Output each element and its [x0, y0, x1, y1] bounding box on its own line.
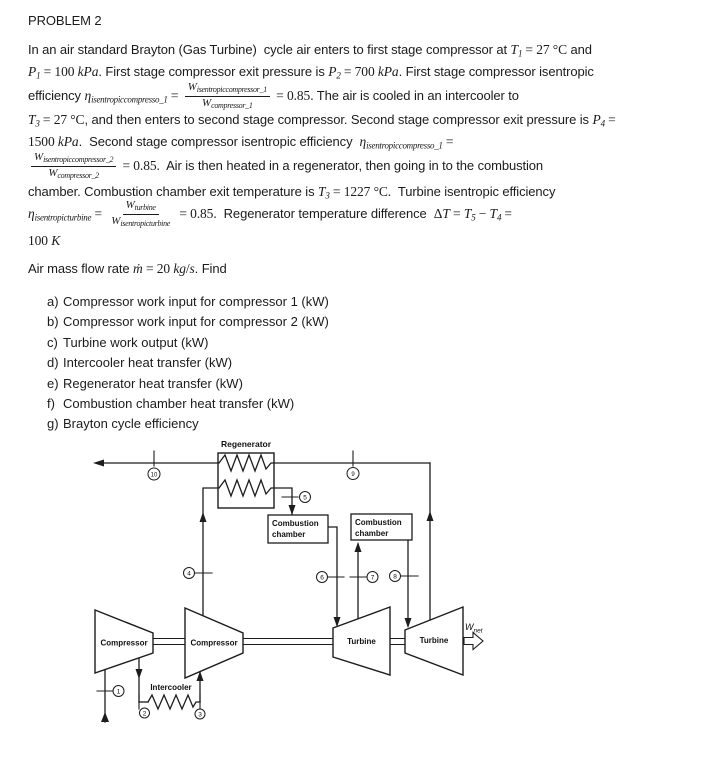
cc2-inlet-up-arrowhead — [355, 542, 362, 552]
text-run: 4 — [600, 118, 605, 129]
combustion-chamber-1-label-line1: Combustion — [272, 519, 319, 528]
text-run: 1500 — [28, 134, 58, 149]
fraction — [185, 81, 270, 112]
text-run: kPa — [377, 64, 399, 79]
item-label: f) — [47, 396, 55, 412]
text-run: = 700 — [340, 64, 378, 79]
text-run: / — [185, 261, 190, 276]
item-label: a) — [47, 294, 59, 309]
cc1-to-turbine1-line — [328, 527, 337, 625]
text-run: W — [187, 81, 197, 94]
state-6-number: 6 — [320, 574, 324, 582]
text-run: W — [202, 97, 212, 110]
intercooler-zigzag — [148, 695, 200, 709]
text-run: = — [442, 134, 454, 149]
text-run: = — [501, 206, 512, 221]
text-run: = 27 °C — [522, 42, 567, 57]
w-net-label: $W_{net}$ — [465, 622, 483, 635]
text-run: P — [328, 64, 337, 79]
state-7-number: 7 — [370, 574, 375, 582]
state-9-number: 9 — [351, 471, 355, 478]
text-run: isentropiccompressor_1 — [196, 85, 267, 95]
text-run: T — [489, 206, 497, 221]
riser-up-arrowhead — [427, 511, 434, 521]
statement-line-6 — [28, 150, 543, 182]
compressor2-discharge-line — [203, 488, 219, 616]
text-run: isentropicturbine — [120, 219, 171, 229]
text-run: chamber. Combustion chamber exit temperature is — [28, 184, 318, 199]
find-list — [28, 292, 329, 435]
compressor-1-label: Compressor — [100, 638, 148, 648]
item-text: Compressor work input for compressor 1 (kW) — [63, 294, 329, 309]
problem-title: PROBLEM 2 — [28, 13, 102, 28]
text-run: P — [28, 64, 37, 79]
item-text: Brayton cycle efficiency — [63, 416, 199, 432]
text-run: 1 — [517, 48, 523, 59]
text-run: Turbine isentropic efficiency — [391, 184, 556, 199]
text-run: T — [318, 184, 326, 199]
text-run: s — [189, 261, 195, 276]
text-run: 4 — [496, 212, 502, 223]
state-4-number: 4 — [187, 570, 191, 578]
regenerator-feed-up-arrowhead — [200, 512, 207, 522]
state-5-number: 5 — [303, 494, 307, 502]
regenerator-label: Regenerator — [220, 439, 272, 449]
find-item-b — [28, 312, 329, 332]
find-item-c — [28, 333, 329, 353]
text-run: K — [51, 233, 61, 248]
statement-line-10 — [28, 261, 227, 276]
state-2-number: 2 — [142, 710, 147, 718]
combustion-chamber-2-label-line1: Combustion — [355, 518, 402, 527]
text-run: kPa — [77, 64, 99, 79]
combustion-chamber-1-label-line2: chamber — [272, 530, 306, 539]
text-run: . First stage compressor exit pressure is — [98, 64, 329, 79]
compressor-2-label: Compressor — [190, 638, 238, 648]
statement-line-9 — [28, 233, 60, 248]
item-label: c) — [47, 334, 58, 350]
item-text: Regenerator heat transfer (kW) — [63, 375, 243, 391]
text-run: 3 — [35, 118, 40, 129]
text-run: . Find — [194, 261, 227, 276]
text-run: The air is cooled in an intercooler to — [313, 88, 519, 103]
text-run: isentropiccompresso_1 — [91, 94, 168, 105]
text-run: = — [91, 206, 106, 221]
statement-line-8 — [28, 198, 512, 234]
find-item-a — [28, 292, 329, 312]
text-run: and — [567, 42, 592, 57]
text-run: ṁ — [133, 261, 143, 276]
text-run: W — [125, 199, 135, 212]
text-run: 1 — [36, 70, 41, 81]
text-run: W — [111, 215, 121, 228]
text-run: − — [475, 206, 490, 221]
text-run: = — [604, 112, 616, 127]
text-run: kPa — [57, 134, 79, 149]
text-run: η — [28, 206, 35, 221]
intercooler-label: Intercooler — [150, 683, 192, 692]
text-run: 5 — [471, 212, 476, 223]
text-run: Air mass flow rate — [28, 261, 134, 276]
text-run: η — [84, 88, 92, 103]
text-run: T — [463, 206, 472, 221]
text-run: . Second stage compressor isentropic efficiency — [78, 134, 360, 149]
item-text: Combustion chamber heat transfer (kW) — [63, 396, 295, 412]
text-run: W — [34, 151, 44, 164]
state-1-number: 1 — [116, 688, 121, 696]
text-run: = 0.85. — [119, 158, 160, 173]
item-text: Compressor work input for compressor 2 (kW) — [63, 314, 329, 330]
turbine-2-label: Turbine — [419, 636, 449, 645]
statement-line-1 — [28, 42, 592, 62]
inlet-up-arrowhead — [101, 712, 109, 722]
text-run: T — [510, 42, 518, 57]
statement-line-3 — [28, 80, 519, 116]
text-run: isentropiccompresso_1 — [366, 140, 443, 151]
cc1-inlet-down-arrowhead — [289, 505, 296, 515]
regenerator-to-cc1-line — [273, 488, 292, 514]
text-run: , and then enters to second stage compressor. Second stage compressor exit pressure is — [84, 112, 593, 127]
text-run: W — [48, 167, 58, 180]
text-run: = 0.85. — [272, 88, 314, 103]
text-run: P — [592, 112, 601, 127]
text-run: T — [28, 112, 36, 127]
text-run: η — [359, 134, 367, 149]
brayton-cycle-diagram — [0, 430, 711, 761]
state-8-number: 8 — [393, 573, 397, 581]
text-run: 2 — [336, 70, 341, 81]
text-run: . First stage compressor isentropic — [398, 64, 594, 79]
turbine2-inlet-down-arrowhead — [405, 618, 412, 628]
item-label: g) — [47, 416, 59, 432]
text-run: Δ — [433, 206, 443, 221]
text-run: Air is then heated in a regenerator, then going in to the combustion — [159, 158, 544, 173]
text-run: turbine — [134, 203, 156, 213]
text-run: = 1227 °C. — [329, 184, 392, 199]
turbine-1-label: Turbine — [347, 637, 376, 646]
exhaust-arrowhead — [93, 460, 104, 467]
text-run: Regenerator temperature difference — [216, 206, 434, 221]
w-net-arrow — [464, 633, 483, 650]
fraction — [31, 151, 116, 182]
item-text: Intercooler heat transfer (kW) — [63, 355, 233, 371]
find-item-e — [28, 374, 329, 394]
text-run: = 100 — [40, 64, 78, 79]
find-item-d — [28, 353, 329, 373]
find-item-f — [28, 394, 329, 414]
text-run: T — [442, 206, 450, 221]
text-run: compressor_1 — [211, 101, 253, 111]
item-label: d) — [47, 355, 59, 371]
text-run: compressor_2 — [57, 171, 99, 181]
text-run: isentropicturbine — [34, 212, 92, 223]
text-run: kg — [173, 261, 186, 276]
text-run: = — [167, 88, 182, 103]
item-label: e) — [47, 375, 59, 391]
text-run: efficiency — [28, 88, 85, 103]
combustion-chamber-2-label-line2: chamber — [355, 529, 389, 538]
state-10-number: 10 — [150, 472, 158, 479]
text-run: 100 — [28, 233, 52, 248]
text-run: 3 — [325, 190, 330, 201]
statement-line-4 — [28, 112, 616, 132]
text-run: isentropiccompressor_2 — [43, 155, 114, 165]
text-run: = — [449, 206, 464, 221]
text-run: = 27 °C — [39, 112, 85, 127]
item-label: b) — [47, 314, 59, 330]
text-run: In an air standard Brayton (Gas Turbine) cycle air enters to first stage compressor at — [28, 42, 511, 57]
item-text: Turbine work output (kW) — [63, 334, 209, 350]
text-run: = 20 — [142, 261, 174, 276]
intercooler-in-down-arrowhead — [136, 669, 143, 679]
text-run: = 0.85. — [176, 206, 217, 221]
state-3-number: 3 — [198, 711, 202, 719]
fraction — [108, 199, 173, 230]
